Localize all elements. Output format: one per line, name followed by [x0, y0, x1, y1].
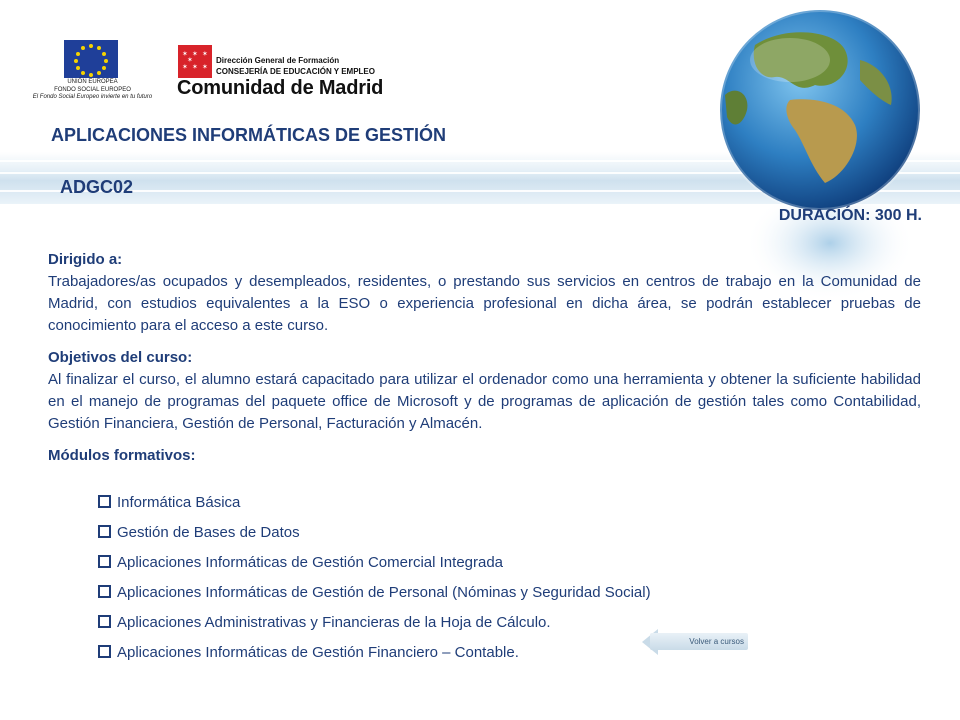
modules-list	[98, 491, 651, 671]
eu-logo-line: El Fondo Social Europeo invierte en tu futuro	[32, 94, 153, 100]
checkbox-icon	[98, 645, 111, 658]
module-label: Aplicaciones Informáticas de Gestión Financiero – Contable.	[117, 644, 519, 661]
module-label: Aplicaciones Informáticas de Gestión de Personal (Nóminas y Seguridad Social)	[117, 584, 651, 601]
list-item	[98, 641, 651, 671]
objectives-text: Al finalizar el curso, el alumno estará capacitado para utilizar el ordenador como una herramienta y obtener la suficiente habilidad en el manejo de programas del paquete office de Microsoft y de programas de aplicación de gestión tales como Contabilidad, Gestión Financiera, Gestión de Personal, Facturación y Almacén.	[48, 371, 921, 432]
checkbox-icon	[98, 585, 111, 598]
objectives-heading: Objetivos del curso:	[48, 349, 193, 366]
checkbox-icon	[98, 555, 111, 568]
checkbox-icon	[98, 495, 111, 508]
audience-heading: Dirigido a:	[48, 251, 123, 268]
eu-logo-line: FONDO SOCIAL EUROPEO	[54, 86, 131, 93]
module-label: Gestión de Bases de Datos	[117, 524, 300, 541]
module-label: Aplicaciones Administrativas y Financieras de la Hoja de Cálculo.	[117, 614, 551, 631]
eu-logo-text	[30, 79, 155, 102]
course-code: ADGC02	[60, 177, 134, 197]
list-item	[98, 491, 651, 521]
list-item	[98, 551, 651, 581]
list-item	[98, 581, 651, 611]
module-label: Informática Básica	[117, 494, 241, 511]
back-to-courses-button[interactable]: Volver a cursos	[650, 633, 748, 650]
module-label: Aplicaciones Informáticas de Gestión Comercial Integrada	[117, 554, 504, 571]
list-item	[98, 521, 651, 551]
madrid-logo-name: Comunidad de Madrid	[177, 77, 384, 99]
madrid-flag-logo: ✶ ✶ ✶ ✶ ✶ ✶ ✶	[178, 45, 212, 78]
list-item	[98, 611, 651, 641]
checkbox-icon	[98, 525, 111, 538]
madrid-logo-line: CONSEJERÍA DE EDUCACIÓN Y EMPLEO	[216, 67, 375, 76]
modules-heading: Módulos formativos:	[48, 447, 196, 464]
madrid-logo-line: Dirección General de Formación	[216, 56, 340, 65]
checkbox-icon	[98, 615, 111, 628]
course-title: APLICACIONES INFORMÁTICAS DE GESTIÓN	[51, 125, 447, 145]
eu-flag-logo	[64, 40, 118, 78]
eu-logo-line: UNIÓN EUROPEA	[67, 79, 118, 85]
course-duration: DURACIÓN: 300 H.	[778, 207, 922, 224]
course-description	[48, 249, 921, 467]
audience-text: Trabajadores/as ocupados y desempleados, residentes, o prestando sus servicios en centros de trabajo en la Comunidad de Madrid, con estudios equivalentes a la ESO o experiencia profesional en dicha área, se podrán establecer pruebas de conocimiento para el acceso a este curso.	[48, 273, 921, 334]
